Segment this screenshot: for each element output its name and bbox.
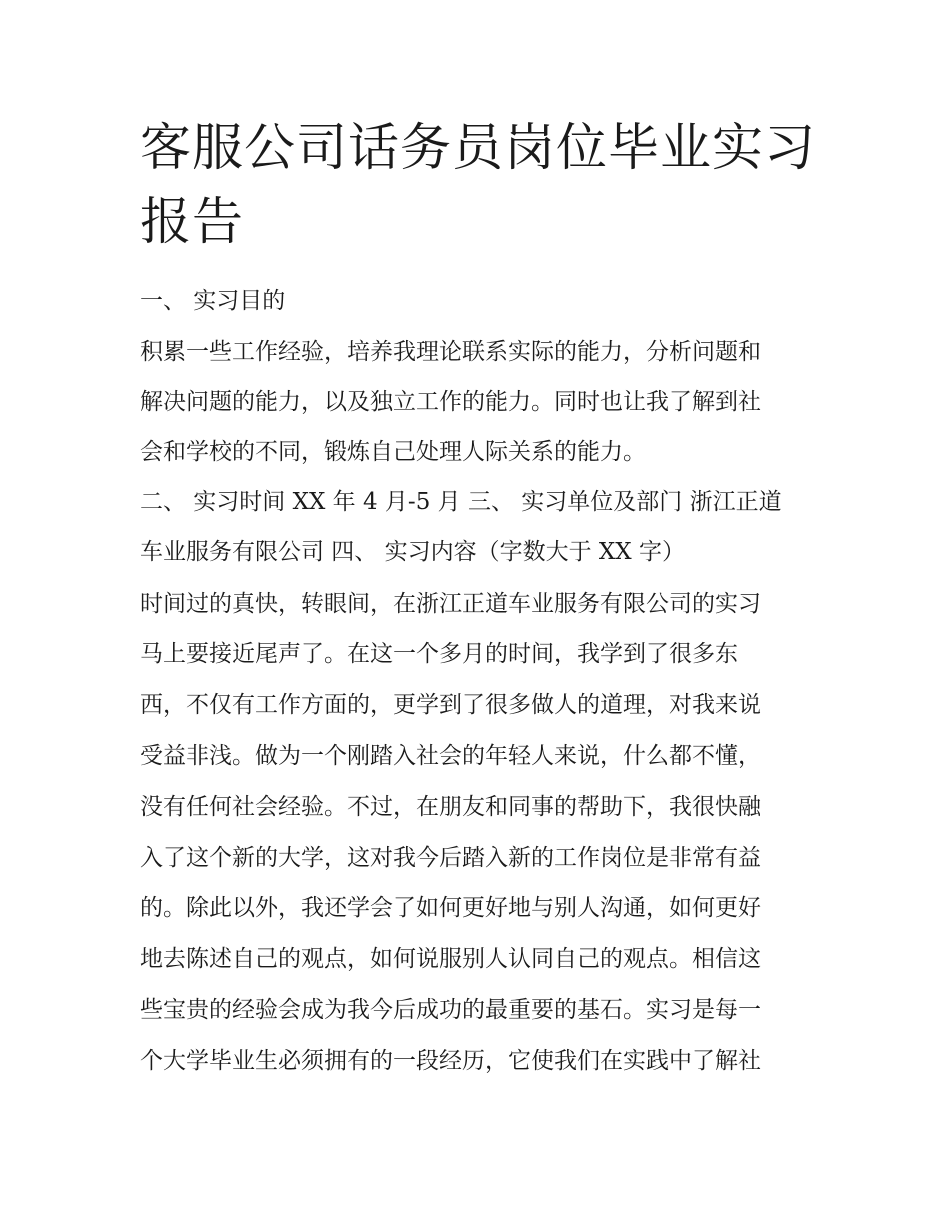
body-line: 会和学校的不同，锻炼自己处理人际关系的能力。 bbox=[140, 439, 646, 465]
body-line: 马上要接近尾声了。在这一个多月的时间，我学到了很多东 bbox=[140, 641, 738, 667]
document-title bbox=[140, 112, 820, 260]
body-line: 西，不仅有工作方面的，更学到了很多做人的道理，对我来说 bbox=[140, 692, 761, 718]
body-line: 积累一些工作经验，培养我理论联系实际的能力，分析问题和 bbox=[140, 339, 761, 365]
body-line: 地去陈述自己的观点，如何说服别人认同自己的观点。相信这 bbox=[140, 946, 761, 972]
body-line: 没有任何社会经验。不过，在朋友和同事的帮助下，我很快融 bbox=[140, 794, 761, 820]
body-line: 个大学毕业生必须拥有的一段经历，它使我们在实践中了解社 bbox=[140, 1048, 761, 1074]
body-line: 受益非浅。做为一个刚踏入社会的年轻人来说，什么都不懂， bbox=[140, 743, 761, 769]
title-line-2: 报告 bbox=[140, 193, 245, 252]
section-heading-content: 车业服务有限公司 四、 实习内容（字数大于 XX 字） bbox=[140, 539, 685, 565]
body-line: 时间过的真快，转眼间，在浙江正道车业服务有限公司的实习 bbox=[140, 591, 761, 617]
title-line-1: 客服公司话务员岗位毕业实习 bbox=[140, 119, 817, 178]
body-line: 的。除此以外，我还学会了如何更好地与别人沟通，如何更好 bbox=[140, 895, 761, 921]
section-heading-time-unit: 二、 实习时间 XX 年 4 月-5 月 三、 实习单位及部门 浙江正道 bbox=[140, 489, 782, 515]
body-line: 入了这个新的大学，这对我今后踏入新的工作岗位是非常有益 bbox=[140, 845, 761, 871]
section-heading-purpose: 一、 实习目的 bbox=[140, 288, 286, 314]
body-line: 解决问题的能力，以及独立工作的能力。同时也让我了解到社 bbox=[140, 389, 761, 415]
body-line: 些宝贵的经验会成为我今后成功的最重要的基石。实习是每一 bbox=[140, 997, 761, 1023]
